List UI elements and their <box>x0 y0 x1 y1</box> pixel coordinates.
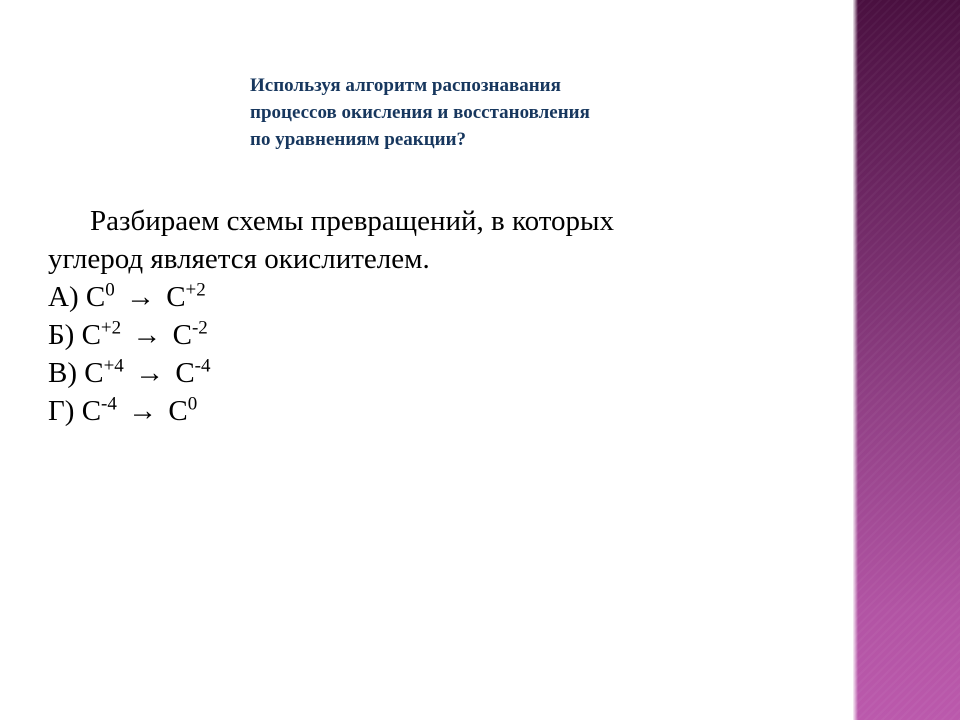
scheme-label: В) <box>48 357 77 389</box>
scheme-a <box>48 278 768 316</box>
scheme-g <box>48 392 768 430</box>
oxidation-state: +4 <box>103 355 124 377</box>
stripe-pattern <box>853 0 960 720</box>
intro-line-2: углерод является окислителем. <box>48 243 430 275</box>
oxidation-state: 0 <box>187 393 198 415</box>
question-heading <box>250 72 720 153</box>
decorative-side-panel <box>853 0 960 720</box>
element-symbol: C <box>168 395 188 427</box>
arrow-icon: → <box>132 319 162 351</box>
oxidation-state: -2 <box>191 317 208 339</box>
element-symbol: C <box>172 319 192 351</box>
element-symbol: C <box>166 281 186 313</box>
oxidation-state: -4 <box>101 393 117 415</box>
element-symbol: C <box>81 319 101 351</box>
question-line-2: процессов окисления и восстановления <box>250 102 590 123</box>
oxidation-state: -4 <box>194 355 211 377</box>
scheme-b <box>48 316 768 354</box>
question-line-3: по уравнениям реакции? <box>250 129 467 150</box>
arrow-icon: → <box>128 395 158 427</box>
element-symbol: C <box>175 357 195 389</box>
question-line-1: Используя алгоритм распознавания <box>250 75 561 96</box>
intro-line-1: Разбираем схемы превращений, в которых <box>90 205 614 237</box>
scheme-label: Б) <box>48 319 75 351</box>
scheme-label: А) <box>48 281 79 313</box>
element-symbol: C <box>84 357 104 389</box>
body-text <box>48 202 768 430</box>
arrow-icon: → <box>135 357 165 389</box>
panel-edge-highlight <box>853 0 858 720</box>
oxidation-state: +2 <box>100 317 122 339</box>
scheme-label: Г) <box>48 395 75 427</box>
scheme-v <box>48 354 768 392</box>
element-symbol: C <box>85 281 106 313</box>
oxidation-state: 0 <box>105 279 115 301</box>
element-symbol: C <box>81 395 102 427</box>
arrow-icon: → <box>125 281 155 313</box>
oxidation-state: +2 <box>185 279 206 301</box>
